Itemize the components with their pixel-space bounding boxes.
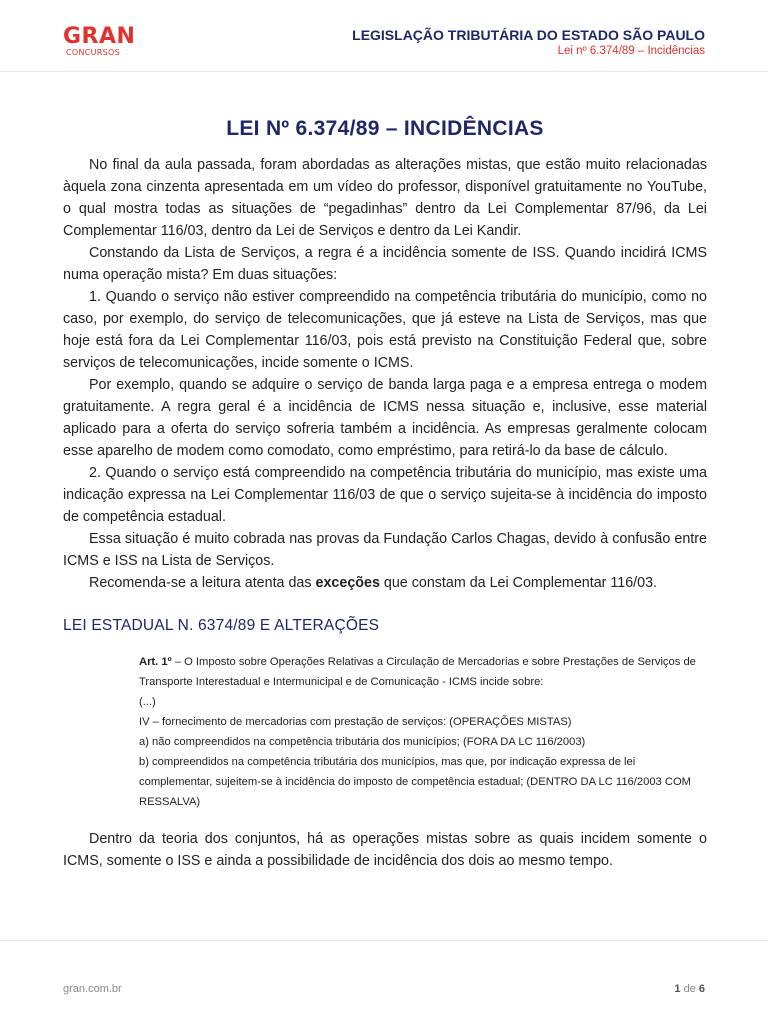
page-separator: de (683, 983, 696, 995)
section-heading: LEI ESTADUAL N. 6374/89 E ALTERAÇÕES (63, 617, 380, 634)
paragraph: Constando da Lista de Serviços, a regra é a incidência somente de ISS. Quando incidirá ICMS numa operação mista? Em duas situações: (63, 245, 707, 283)
paragraph: Essa situação é muito cobrada nas provas da Fundação Carlos Chagas, devido à confusão entre ICMS e ISS na Lista de Serviços. (63, 531, 707, 569)
header-title: LEGISLAÇÃO TRIBUTÁRIA DO ESTADO SÃO PAULO (352, 27, 705, 43)
law-citation (139, 652, 707, 812)
paragraph: Dentro da teoria dos conjuntos, há as operações mistas sobre as quais incidem somente o ICMS, somente o ISS e ainda a possibilidade de incidência dos dois ao mesmo tempo. (63, 831, 707, 869)
document-title: LEI Nº 6.374/89 – INCIDÊNCIAS (226, 117, 544, 140)
header-divider (0, 71, 768, 72)
article-text: – O Imposto sobre Operações Relativas a Circulação de Mercadorias e sobre Prestações de Serviços de Transporte Interestadual e Intermunicipal e de Comunicação - ICMS incide sobre: (139, 656, 696, 688)
paragraph: No final da aula passada, foram abordadas as alterações mistas, que estão muito relacionadas àquela zona cinzenta apresentada em um vídeo do professor, disponível gratuitamente no YouTube, o qual mostra todas as situações de “pegadinhas” dentro da Lei Complementar 87/96, da Lei Complementar 116/03, dentro da Lei de Serviços e dentro da Lei Kandir. (63, 157, 707, 239)
page-header (0, 0, 768, 72)
footer-divider (0, 940, 768, 941)
paragraph-recommendation (63, 572, 707, 594)
citation-line: b) compreendidos na competência tributária dos municípios, mas que, por indicação expressa de lei complementar, sujeitem-se à incidência do imposto de competência estadual; (DENTRO DA LC 116/2003 COM RESSALVA) (139, 756, 691, 808)
logo-tagline: CONCURSOS (66, 48, 121, 57)
logo-wordmark: GRAN (63, 24, 136, 49)
footer-site-link[interactable]: gran.com.br (63, 983, 122, 995)
intro-text (63, 154, 707, 594)
recommendation-emphasis: exceções (315, 575, 380, 591)
article-line (139, 652, 707, 692)
page-current: 1 (674, 983, 681, 995)
article-label: Art. 1º (139, 656, 172, 668)
gran-concursos-logo[interactable] (63, 26, 135, 58)
recommendation-text-end: que constam da Lei Complementar 116/03. (379, 575, 658, 591)
paragraph: 2. Quando o serviço está compreendido na competência tributária do município, mas existe uma indicação expressa na Lei Complementar 116/03 de que o serviço sujeita-se à incidência do imposto de competência estadual. (63, 465, 707, 525)
recommendation-text: Recomenda-se a leitura atenta das (89, 575, 316, 591)
citation-line: (...) (139, 696, 156, 708)
document-body (63, 114, 707, 872)
citation-line: IV – fornecimento de mercadorias com prestação de serviços: (OPERAÇÕES MISTAS) (139, 716, 572, 728)
header-info (352, 27, 705, 59)
page-counter (674, 983, 705, 995)
header-subtitle: Lei nº 6.374/89 – Incidências (557, 45, 705, 57)
paragraph: 1. Quando o serviço não estiver compreendido na competência tributária do município, como no caso, por exemplo, do serviço de telecomunicações, que já esteve na Lista de Serviços, mas que hoje está fora da Lei Complementar 116/03, pois está previsto na Constituição Federal que, sobre serviços de telecomunicações, incide somente o ICMS. (63, 289, 707, 371)
closing-text (63, 828, 707, 872)
paragraph: Por exemplo, quando se adquire o serviço de banda larga paga e a empresa entrega o modem gratuitamente. A regra geral é a incidência de ICMS nessa situação e, inclusive, esse material aplicado para a oferta do serviço sofreria também a incidência. As empresas geralmente colocam esse aparelho de modem como comodato, como empréstimo, para retirá-lo da base de cálculo. (63, 377, 707, 459)
page-total: 6 (698, 983, 705, 995)
citation-line: a) não compreendidos na competência tributária dos municípios; (FORA DA LC 116/2003) (139, 736, 586, 748)
